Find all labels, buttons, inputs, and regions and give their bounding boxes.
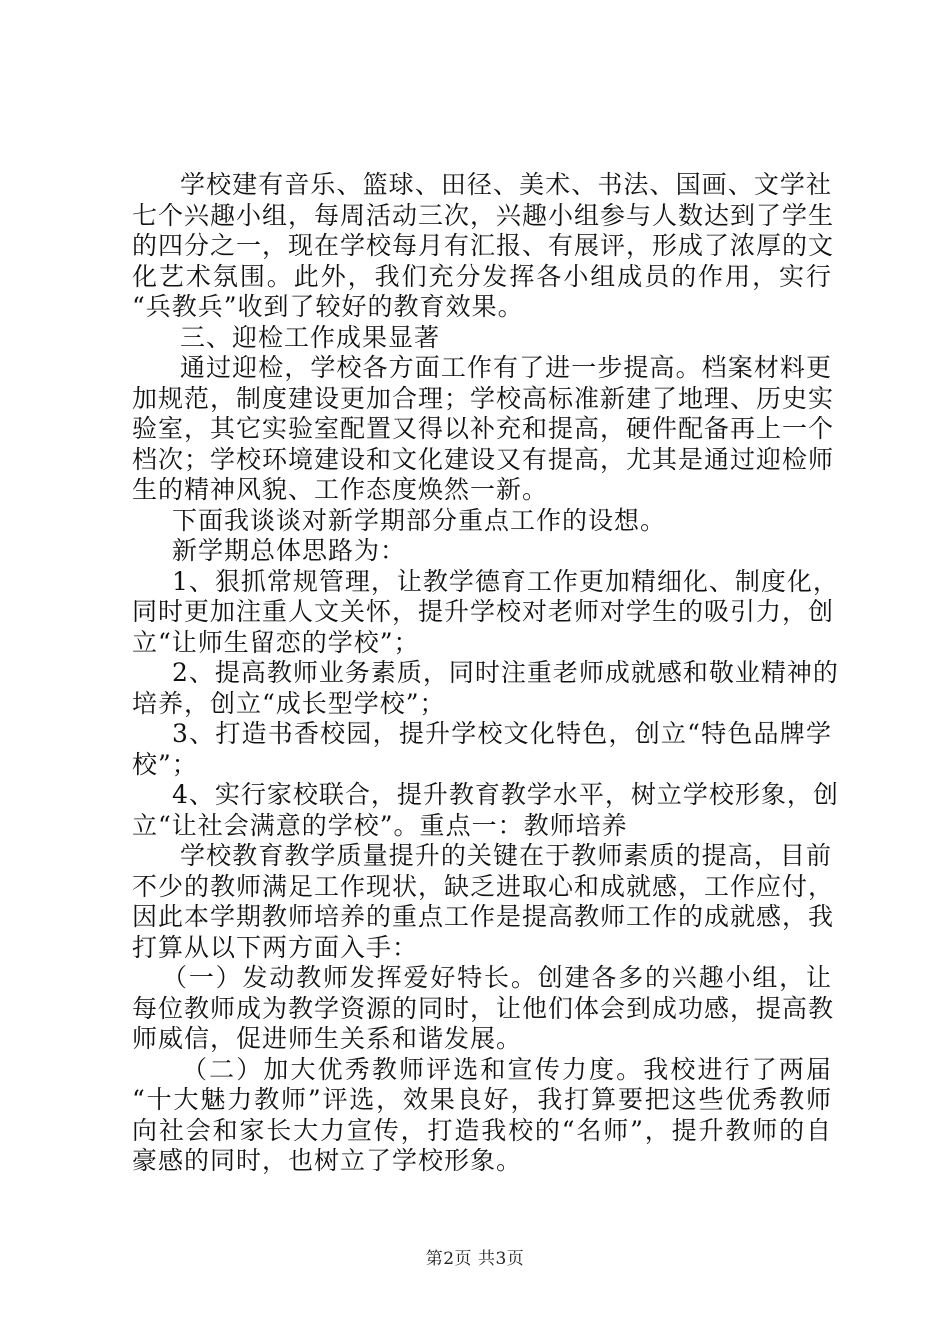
- text-line: 师威信，促进师生关系和谐发展。: [132, 1024, 523, 1053]
- text-line: 不少的教师满足工作现状，缺乏进取心和成就感，工作应付，: [132, 871, 835, 901]
- text-line: 立“让社会满意的学校”。重点一：教师培养: [132, 810, 628, 840]
- text-line: “十大魅力教师”评选，效果良好，我打算要把这些优秀教师: [132, 1085, 832, 1114]
- list-item: 1、狠抓常规管理，让教学德育工作更加精细化、制度化，: [172, 566, 839, 596]
- text-line: “兵教兵”收到了较好的教育效果。: [132, 292, 524, 321]
- text-line: 学校建有音乐、篮球、田径、美术、书法、国画、文学社: [180, 170, 832, 199]
- text-line: 七个兴趣小组，每周活动三次，兴趣小组参与人数达到了学生: [132, 200, 835, 230]
- text-line: 培养，创立“成长型学校”；: [132, 688, 446, 718]
- list-item: 4、实行家校联合，提升教育教学水平，树立学校形象，创: [172, 780, 839, 809]
- text-line: 立“让师生留恋的学校”；: [132, 627, 420, 657]
- text-line: 下面我谈谈对新学期部分重点工作的设想。: [172, 505, 667, 535]
- text-line: 每位教师成为教学资源的同时，让他们体会到成功感，提高教: [132, 993, 835, 1023]
- text-line: 因此本学期教师培养的重点工作是提高教师工作的成就感，我: [132, 902, 835, 931]
- text-line: 豪感的同时，也树立了学校形象。: [132, 1146, 523, 1175]
- list-item: （一）发动教师发挥爱好特长。创建各多的兴趣小组，让: [162, 963, 832, 992]
- text-line: 档次；学校环境建设和文化建设又有提高，尤其是通过迎检师: [132, 444, 835, 474]
- list-item: （二）加大优秀教师评选和宣传力度。我校进行了两届: [182, 1054, 832, 1084]
- text-line: 化艺术氛围。此外，我们充分发挥各小组成员的作用，实行: [132, 261, 832, 291]
- document-body: [132, 170, 839, 1177]
- text-line: 同时更加注重人文关怀，提升学校对老师对学生的吸引力，创: [132, 597, 835, 626]
- text-line: 通过迎检，学校各方面工作有了进一步提高。档案材料更: [180, 353, 832, 382]
- text-line: 打算从以下两方面入手：: [132, 932, 419, 962]
- text-line: 向社会和家长大力宣传，打造我校的“名师”，提升教师的自: [132, 1115, 832, 1145]
- text-line: 新学期总体思路为：: [172, 536, 407, 565]
- text-line: 的四分之一，现在学校每月有汇报、有展评，形成了浓厚的文: [132, 231, 835, 260]
- text-line: 校”；: [132, 749, 198, 779]
- text-line: 加规范，制度建设更加合理；学校高标准新建了地理、历史实: [132, 383, 835, 413]
- list-item: 2、提高教师业务素质，同时注重老师成就感和敬业精神的: [172, 658, 839, 687]
- text-line: 学校教育教学质量提升的关键在于教师素质的提高，目前: [180, 841, 832, 870]
- section-heading: 三、迎检工作成果显著: [180, 322, 441, 352]
- page-number: 第2页 共3页: [425, 1249, 525, 1269]
- text-line: 生的精神风貌、工作态度焕然一新。: [132, 475, 549, 504]
- list-item: 3、打造书香校园，提升学校文化特色，创立“特色品牌学: [172, 719, 832, 748]
- text-line: 验室，其它实验室配置又得以补充和提高，硬件配备再上一个: [132, 414, 835, 443]
